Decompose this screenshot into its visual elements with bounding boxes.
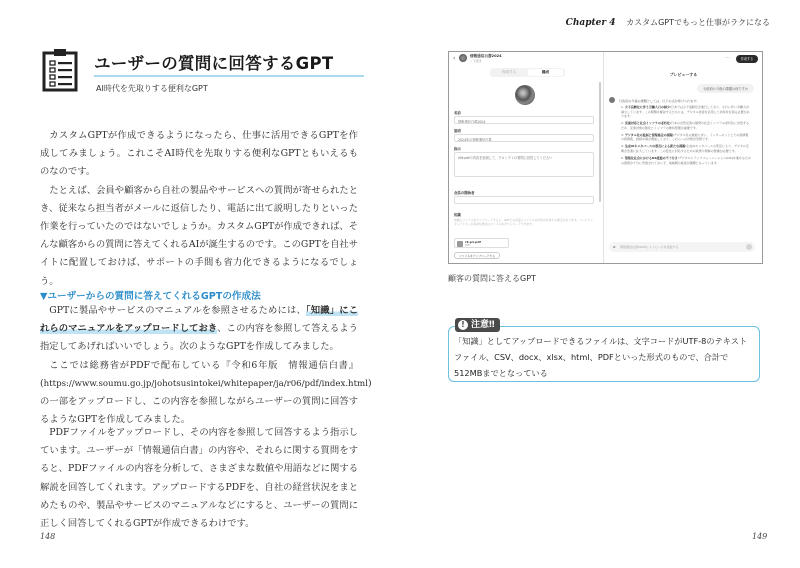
section-header [42, 48, 342, 108]
file-type: PDF [465, 244, 471, 247]
conversation-starters-label: 会話の開始者 [454, 191, 475, 195]
instructions-field[interactable]: r06.pdfの内容を参照して、プロンプトの質問に回答してください [454, 152, 594, 177]
chapter-label: Chapter 4 [565, 18, 616, 28]
gpt-editor-screenshot [448, 51, 763, 264]
figure-caption: 顧客の質問に答えるGPT [448, 274, 536, 283]
paperclip-icon[interactable]: ⌀ [613, 244, 616, 249]
answer-item-text: 日本の自然災害の頻発や社会インフラの老朽化に対処するため、災害対策の強化とインフラの維持管理が重要です。 [621, 121, 750, 130]
chapter-title: カスタムGPTでもっと仕事がラクになる [626, 18, 770, 27]
page-number-left: 148 [40, 532, 56, 541]
text-span: ここでは総務省がPDFで配布している『令和6年版 情報通信白書』( [40, 359, 358, 389]
upload-files-button[interactable]: ファイルをアップロードする [454, 252, 500, 259]
upload-paragraph [40, 302, 358, 357]
notice-badge [455, 318, 500, 332]
document-icon [457, 241, 463, 247]
answer-item: 5. 情報化社会におけるDX推進の不十分さ:デジタルトランスフォーメーション(DX)を進めるための施策が十分に実施されておらず、地域間の格差が課題となっています。 [621, 155, 751, 165]
file-name: r6-p1.pdf [465, 240, 481, 244]
name-label: 名前 [454, 111, 461, 115]
answer-item-text: デジタル化の進展に伴い、インターネット上での偽情報や誤情報、誹謗中傷が増加しており、これらへの対策が急務です。 [621, 132, 749, 142]
answer-item-text: 日本では少子高齢化が進行しており、それに伴い労働力が減少しています。この問題を解決するためには、デジタル技術を活用して効率化を図る必要があります。 [621, 105, 750, 119]
answer-item: 4. 生成AIやメタバースの普及による新たな課題:生成AIやメタバースの普及により、デジタル空間が急速に拡大しています。この変化に対応するための政策や規制の整備が必要です。 [621, 144, 749, 153]
create-button[interactable]: 作成する [736, 55, 758, 63]
intro-paragraph-1: カスタムGPTが作成できるようになったら、仕事に活用できるGPTを作成してみましょう。これこそAI時代を先取りする便利なGPTともいえるものなのです。 [40, 130, 358, 178]
section-title: ユーザーの質問に回答するGPT [94, 54, 334, 73]
page-number-right: 149 [752, 532, 768, 541]
answer-item: 3. デジタル化の進展と情報格差の課題:デジタル化の進展に伴い、インターネット上での偽情報や誤情報、誹謗中傷が増加しており、これらへの対策が急務です。 [621, 132, 749, 142]
notice-label: 注意‼ [471, 320, 495, 330]
running-head [566, 17, 770, 28]
preview-title: プレビューする [669, 72, 698, 77]
gpt-avatar-small [459, 54, 467, 62]
notice-text: 「知識」としてアップロードできるファイルは、文字コードがUTF-8のテキストファイル、CSV、docx、xlsx、html、PDFといった形式のもので、合計で512MBまでとなっている [454, 336, 748, 378]
editor-topbar [449, 52, 604, 66]
exclamation-circle-icon: ! [458, 320, 468, 330]
editor-tabs [490, 68, 565, 77]
name-field[interactable]: 情報通信白書2024 [454, 116, 594, 124]
uploaded-file[interactable] [454, 238, 509, 248]
right-page [400, 0, 800, 568]
text-span: GPTに製品やサービスのマニュアルを参照させるためには、 [49, 305, 306, 316]
bot-intro: 行政府の今後の課題としては、以下の点が挙げられます: [619, 99, 698, 103]
pdf-text [40, 424, 358, 533]
gpt-name: 情報通信白書2024 [470, 54, 502, 58]
knowledge-hint: 知識にファイルをアップロードすると、GPTとの会話にファイルの内容が含まれる場合があります。コードインタープリターが有効な場合はファイルをダウンロードできます。 [454, 218, 594, 226]
answer-item-title: デジタル化の進展と情報格差の課題: [624, 132, 674, 137]
intro-paragraph-2: たとえば、会員や顧客から自社の製品やサービスへの質問が寄せられたとき、従来なら担当者がメールに返信したり、電話に出て説明したりといった作業を行っていたのではないでしょうか。カスタムGPTが作成できれば、そんな顧客からの質問に答えてくれるAIが誕生するのです。このGPTを自社サイトに配置しておけば、サポートの手間も省力化できるようになるでしょう。 [40, 184, 358, 287]
user-message: 行政府の今後の課題は何ですか [697, 84, 754, 93]
clipboard-list-icon [42, 48, 78, 92]
tab-create[interactable]: 作成する [501, 70, 517, 74]
conversation-starter-field[interactable] [454, 196, 594, 204]
answer-item: 2. 災害対応と社会インフラの老朽化:日本の自然災害の頻発や社会インフラの老朽化に対処するため、災害対策の強化とインフラの維持管理が重要です。 [621, 121, 750, 130]
whitepaper-url: https://www.soumu.go.jp/johotsusintokei/whitepaper/ja/r06/pdf/index.html [43, 378, 368, 389]
send-arrow-icon[interactable] [746, 244, 752, 250]
answer-item: 1. 少子高齢化に伴う労働人口の減少:日本では少子高齢化が進行しており、それに伴い労働力が減少しています。この問題を解決するためには、デジタル技術を活用して効率化を図る必要があります。 [621, 105, 750, 119]
answer-item-title: 生成AIやメタバースの普及による新たな課題: [624, 144, 687, 149]
ellipsis-icon[interactable]: ··· [725, 55, 730, 61]
gpt-avatar-chat [609, 97, 615, 103]
gpt-avatar[interactable] [515, 85, 535, 105]
section-subtitle: AI時代を先取りする便利なGPT [96, 84, 208, 93]
answer-item-text: 生成AIやメタバースの普及により、デジタル空間が急速に拡大しています。この変化に対応するための政策や規制の整備が必要です。 [621, 144, 749, 153]
description-field[interactable]: 2024年の情報通信白書 [454, 134, 594, 142]
text-span: )の一部をアップロードし、この内容を参照しながらユーザーの質問に回答するようなGPTを作成してみました。 [40, 377, 372, 426]
preview-panel [605, 52, 762, 263]
answer-item-text: デジタルトランスフォーメーション(DX)を進めるための施策が十分に実施されておらず、地域間の格差が課題となっています。 [621, 155, 751, 165]
method-text [40, 302, 372, 429]
gpt-config-panel [449, 52, 604, 263]
bot-answer-list [621, 105, 751, 167]
description-label: 説明 [454, 129, 461, 133]
text-span: 、この内容を参照して答えるよう指定してあげればいいでしょう。次のようなGPTを作成してみました。 [40, 323, 358, 353]
answer-item-title: 情報化社会におけるDX推進の不十分さ: [624, 155, 679, 160]
instructions-label: 指示 [454, 147, 461, 151]
gpt-draft-status: • 下書き [470, 59, 482, 63]
intro-text [40, 127, 358, 291]
config-scrollbar[interactable] [599, 82, 601, 202]
message-placeholder: 情報通信白書2024にメッセージを送信する [620, 245, 679, 249]
highlighted-text: 「知識」にこれらのマニュアルをアップロードしておき [40, 305, 358, 335]
tab-configure[interactable]: 構成 [528, 69, 563, 76]
message-input[interactable] [609, 242, 755, 252]
subheading: ▼ユーザーからの質問に答えてくれるGPTの作成法 [40, 291, 261, 302]
answer-item-title: 少子高齢化に伴う労働人口の減少: [624, 105, 672, 109]
answer-item-title: 災害対応と社会インフラの老朽化: [624, 121, 672, 126]
pdf-paragraph: PDFファイルをアップロードし、その内容を参照して回答するよう指示しています。ユーザーが「情報通信白書」の内容や、それらに関する質問をすると、PDFファイルの内容を分析して、さまざまな数値や用語などに関する解説を回答してくれます。アップロードするPDFを、自社の経営状況をまとめたものや、製品やサービスのマニュアルなどにすると、ユーザーの質問に正しく回答してくれるGPTが作成できるわけです。 [40, 427, 358, 530]
example-paragraph [40, 357, 372, 430]
knowledge-label: 知識 [454, 213, 461, 217]
chevron-left-icon[interactable]: ‹ [453, 55, 456, 62]
title-underline [94, 75, 364, 77]
